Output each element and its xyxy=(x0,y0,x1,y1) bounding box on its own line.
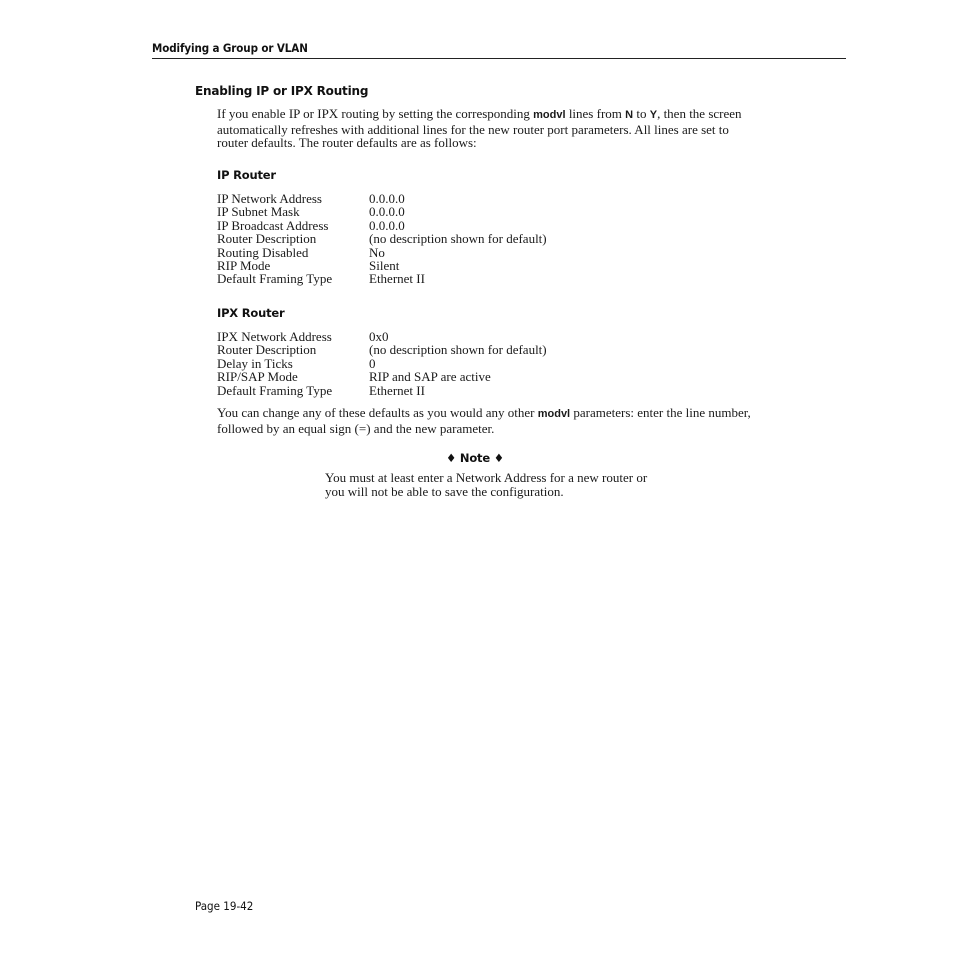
param-value: 0.0.0.0 xyxy=(369,217,405,233)
closing-text-2: parameters: enter the line number, followed by an equal sign (=) and the new parameter. xyxy=(217,405,751,436)
param-value: (no description shown for default) xyxy=(369,342,547,358)
intro-text-2: lines from xyxy=(565,106,626,121)
page-header-title: Modifying a Group or VLAN xyxy=(152,41,308,55)
param-name: Router Description xyxy=(217,231,317,247)
param-value: 0.0.0.0 xyxy=(369,191,405,206)
table-row xyxy=(217,384,547,397)
closing-command: modvl xyxy=(537,408,571,420)
ip-router-heading: IP Router xyxy=(217,168,276,182)
param-name: Routing Disabled xyxy=(217,244,309,260)
param-name: RIP/SAP Mode xyxy=(217,369,298,385)
param-name: IP Broadcast Address xyxy=(217,217,329,233)
param-name: IP Network Address xyxy=(217,191,322,206)
param-value: Ethernet II xyxy=(369,382,425,398)
note-text: You must at least enter a Network Address for a new router or you will not be able to save the configuration. xyxy=(325,470,648,499)
param-value: Silent xyxy=(369,258,400,274)
ipx-router-defaults-table xyxy=(217,330,547,397)
table-row xyxy=(217,192,547,205)
intro-command: modvl xyxy=(533,109,566,121)
table-row xyxy=(217,330,547,343)
param-name: Default Framing Type xyxy=(217,271,333,287)
param-value: No xyxy=(369,244,385,260)
param-value: RIP and SAP are active xyxy=(369,369,491,385)
table-row xyxy=(217,343,547,356)
header-rule xyxy=(152,58,846,59)
ipx-router-heading: IPX Router xyxy=(217,306,285,320)
note-label: ♦ Note ♦ xyxy=(446,451,504,465)
closing-text-1: You can change any of these defaults as you would any other xyxy=(217,405,538,420)
intro-paragraph xyxy=(217,107,757,150)
param-value: 0x0 xyxy=(369,329,389,344)
param-name: Delay in Ticks xyxy=(217,355,293,371)
intro-text-3: to xyxy=(633,106,650,121)
intro-from-value: N xyxy=(625,109,634,121)
param-value: 0 xyxy=(369,355,376,371)
param-name: IPX Network Address xyxy=(217,329,332,344)
table-row xyxy=(217,272,547,285)
table-row xyxy=(217,370,547,383)
param-name: Default Framing Type xyxy=(217,382,333,398)
closing-paragraph xyxy=(217,406,757,435)
intro-text-4: , then the screen automatically refreshes with additional lines for the new router port parameters. All lines are set to router defaults. The router defaults are as follows: xyxy=(217,106,742,150)
param-value: (no description shown for default) xyxy=(369,231,547,247)
table-row xyxy=(217,219,547,232)
intro-text-1: If you enable IP or IPX routing by setting the corresponding xyxy=(217,106,534,121)
intro-to-value: Y xyxy=(649,109,658,121)
param-name: RIP Mode xyxy=(217,258,271,274)
table-row xyxy=(217,246,547,259)
table-row xyxy=(217,232,547,245)
param-value: 0.0.0.0 xyxy=(369,204,405,220)
param-name: Router Description xyxy=(217,342,317,358)
param-name: IP Subnet Mask xyxy=(217,204,300,220)
page-number: Page 19-42 xyxy=(195,899,254,913)
param-value: Ethernet II xyxy=(369,271,425,287)
ip-router-defaults-table xyxy=(217,192,547,286)
table-row xyxy=(217,357,547,370)
table-row xyxy=(217,205,547,218)
table-row xyxy=(217,259,547,272)
section-heading: Enabling IP or IPX Routing xyxy=(195,84,369,98)
